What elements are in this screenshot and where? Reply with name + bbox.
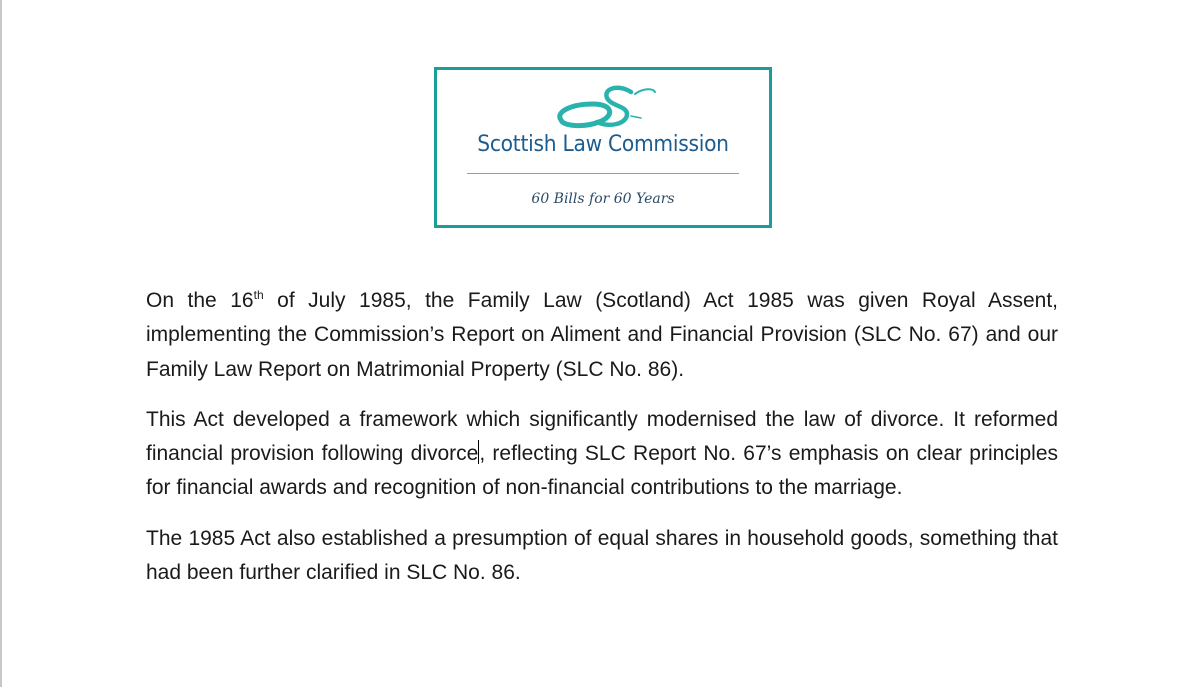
logo-divider	[467, 173, 739, 174]
logo-name: Scottish Law Commission	[477, 132, 729, 157]
paragraph-2	[146, 403, 1058, 506]
paragraph-1-text-b: of July 1985, the Family Law (Scotland) Act 1985 was given Royal Assent, implementing the Commission’s Report on Aliment and Financial Provision (SLC No. 67) and our Family Law Report on Matrimonial Property (SLC No. 86).	[146, 289, 1059, 381]
paragraph-2-text-a: This Act developed a framework which significantly modernised the law of divorce. It reformed financial provision following divorce	[146, 407, 1058, 466]
paragraph-1	[146, 284, 1058, 387]
paragraph-3	[146, 522, 1058, 591]
paragraph-2-text-b: , reflecting SLC Report No. 67’s emphasis on clear principles for financial awards and recognition of non-financial contributions to the marriage.	[146, 442, 1058, 500]
logo-tagline: 60 Bills for 60 Years	[531, 191, 675, 207]
paragraph-3-text: The 1985 Act also established a presumption of equal shares in household goods, something that had been further clarified in SLC No. 86.	[146, 526, 1058, 585]
document-body	[146, 284, 1058, 606]
ordinal-suffix: th	[253, 288, 264, 302]
paragraph-1-text-a: On the 16	[146, 289, 254, 312]
logo-box	[434, 67, 772, 228]
scottish-law-commission-s-mark-icon	[553, 82, 663, 132]
page-left-edge	[0, 0, 2, 687]
